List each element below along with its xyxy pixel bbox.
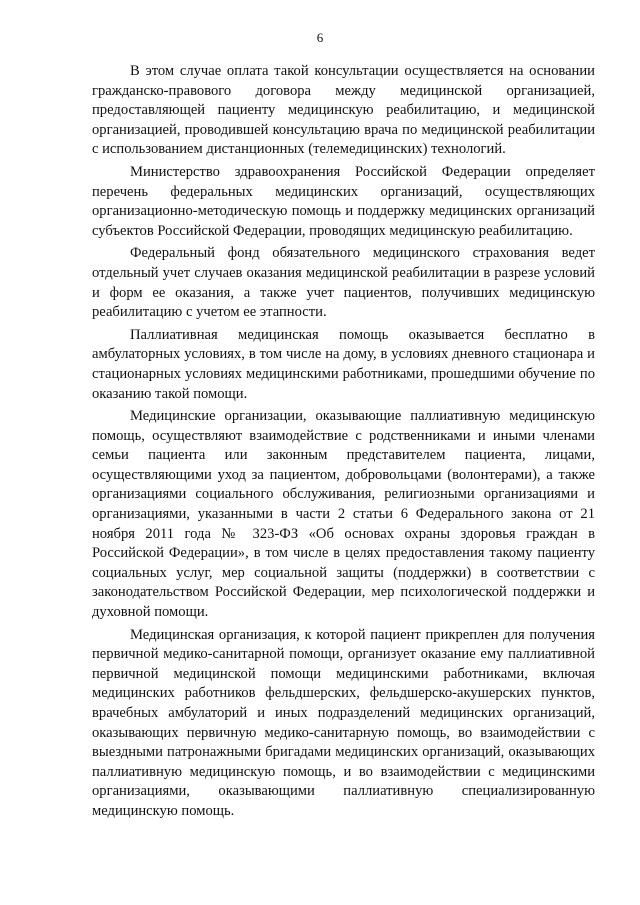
paragraph-insurance-fund: Федеральный фонд обязательного медицинского страхования ведет отдельный учет случаев оказания медицинской реабилитации в разрезе условий и форм ее оказания, а также учет пациентов, получивших медицинскую реабилитацию с учетом ее этапности. — [92, 245, 595, 321]
paragraph-palliative-interaction: Медицинские организации, оказывающие паллиативную медицинскую помощь, осуществляют взаимодействие с родственниками и иными членами семьи пациента или законным представителем пациента, лицами, осуществляющими уход за пациентом, добровольцами (волонтерами), а также организациями социального обслуживания, религиозными организациями и организациями, указанными в части 2 статьи 6 Федерального закона от 21 ноября 2011 года № 323-ФЗ «Об основах охраны здоровья граждан в Российской Федерации», в том числе в целях предоставления такому пациенту социальных услуг, мер социальной защиты (поддержки) в соответствии с законодательством Российской Федерации, мер психологической поддержки и духовной помощи. — [92, 408, 595, 621]
paragraph-ministry-list: Министерство здравоохранения Российской Федерации определяет перечень федеральных медицинских организаций, осуществляющих организационно-методическую помощь и поддержку медицинских организаций субъектов Российской Федерации, проводящих медицинскую реабилитацию. — [92, 163, 595, 239]
paragraph-primary-palliative: Медицинская организация, к которой пациент прикреплен для получения первичной медико-санитарной помощи, организует оказание ему паллиативной первичной медицинской помощи медицинскими работниками, включая медицинских работников фельдшерских, фельдшерско-акушерских пунктов, врачебных амбулаторий и иных подразделений медицинских организаций, оказывающих первичную медико-санитарную помощь, во взаимодействии с выездными патронажными бригадами медицинских организаций, оказывающих паллиативную медицинскую помощь, и во взаимодействии с медицинскими организациями, оказывающими паллиативную специализированную медицинскую помощь. — [92, 626, 595, 819]
page-number: 6 — [316, 30, 324, 45]
paragraph-consultation-payment: В этом случае оплата такой консультации осуществляется на основании гражданско-правового договора между медицинской организацией, предоставляющей пациенту медицинскую реабилитацию, и медицинской организацией, проводившей консультацию врача по медицинской реабилитации с использованием дистанционных (телемедицинских) технологий. — [92, 63, 595, 158]
paragraph-palliative-care: Паллиативная медицинская помощь оказывается бесплатно в амбулаторных условиях, в том числе на дому, в условиях дневного стационара и стационарных условиях медицинскими работниками, прошедшими обучение по оказанию такой помощи. — [92, 326, 595, 402]
document-body — [92, 62, 595, 822]
